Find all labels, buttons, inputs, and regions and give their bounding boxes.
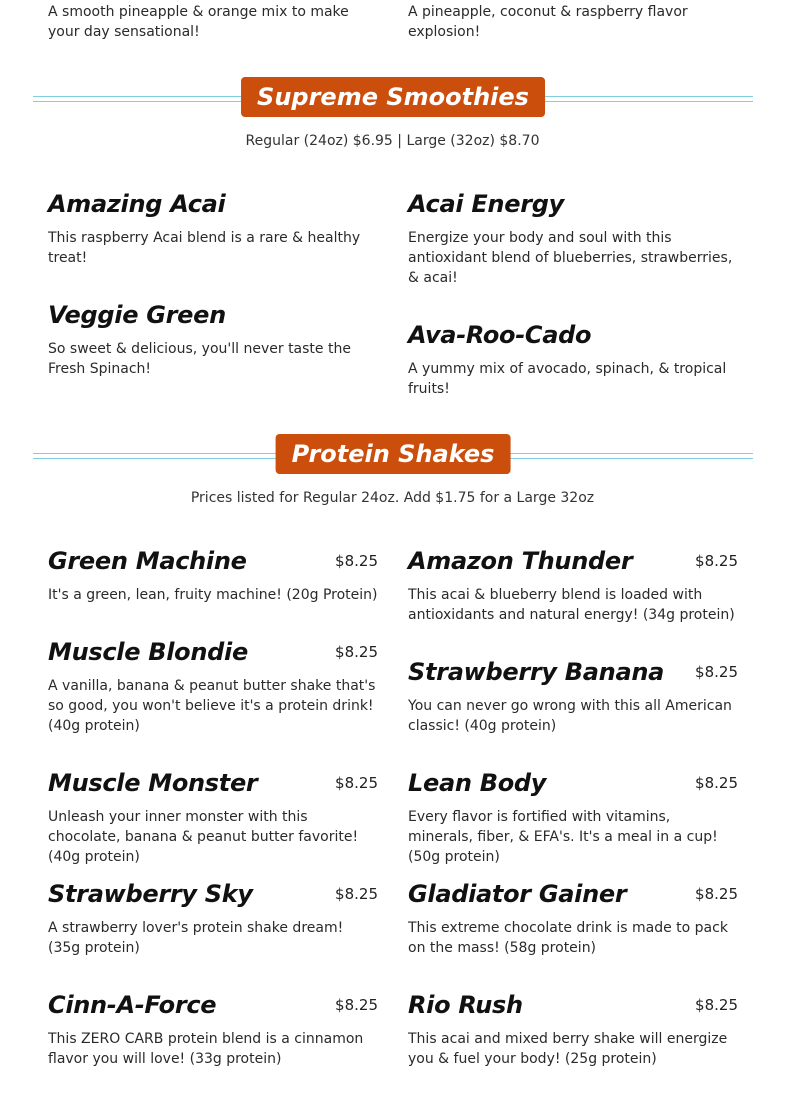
menu-item — [48, 547, 378, 617]
item-description: You can never go wrong with this all American classic! (40g protein) — [408, 698, 732, 734]
item-description: Energize your body and soul with this antioxidant blend of blueberries, strawberries, & acai! — [408, 230, 733, 286]
menu-item — [408, 321, 738, 411]
section-title: Protein Shakes — [276, 434, 511, 474]
item-name: Veggie Green — [48, 301, 226, 329]
item-name: Acai Energy — [408, 190, 564, 218]
item-description: This raspberry Acai blend is a rare & healthy treat! — [48, 230, 361, 266]
menu-item — [408, 658, 738, 748]
item-price: $8.25 — [335, 643, 378, 661]
item-price: $8.25 — [335, 885, 378, 903]
menu-item — [48, 301, 378, 391]
item-price: $8.25 — [335, 552, 378, 570]
item-description: A strawberry lover's protein shake dream! (35g protein) — [48, 920, 344, 956]
item-description: A vanilla, banana & peanut butter shake that's so good, you won't believe it's a protein drink! (40g protein) — [48, 678, 376, 734]
item-description: This acai & blueberry blend is loaded with antioxidants and natural energy! (34g protein) — [408, 587, 735, 623]
item-name: Rio Rush — [408, 991, 523, 1019]
item-price: $8.25 — [695, 885, 738, 903]
menu-item — [408, 190, 738, 290]
item-price: $8.25 — [335, 774, 378, 792]
item-description: Unleash your inner monster with this chocolate, banana & peanut butter favorite! (40g protein) — [48, 809, 359, 865]
item-name: Strawberry Sky — [48, 880, 253, 908]
item-name: Strawberry Banana — [408, 658, 665, 686]
menu-item — [408, 991, 738, 1081]
item-name: Cinn-A-Force — [48, 991, 217, 1019]
item-price: $8.25 — [695, 774, 738, 792]
item-price: $8.25 — [695, 663, 738, 681]
item-name: Muscle Blondie — [48, 638, 248, 666]
menu-item — [48, 2, 378, 46]
item-price: $8.25 — [335, 996, 378, 1014]
menu-item — [48, 638, 378, 738]
item-price: $8.25 — [695, 552, 738, 570]
menu-item — [48, 190, 378, 280]
item-description: This acai and mixed berry shake will energize you & fuel your body! (25g protein) — [408, 1031, 728, 1067]
section-title: Supreme Smoothies — [241, 77, 545, 117]
section-pricing: Regular (24oz) $6.95 | Large (32oz) $8.70 — [245, 133, 540, 149]
item-description: A yummy mix of avocado, spinach, & tropical fruits! — [408, 361, 727, 397]
item-name: Amazing Acai — [48, 190, 226, 218]
item-description: This extreme chocolate drink is made to pack on the mass! (58g protein) — [408, 920, 728, 956]
menu-item — [48, 769, 378, 865]
item-description: This ZERO CARB protein blend is a cinnamon flavor you will love! (33g protein) — [48, 1031, 364, 1067]
item-description: Every flavor is fortified with vitamins, minerals, fiber, & EFA's. It's a meal in a cup! (50g protein) — [408, 809, 718, 865]
section-header-protein-shakes — [33, 434, 753, 476]
item-name: Ava-Roo-Cado — [408, 321, 592, 349]
item-description: A pineapple, coconut & raspberry flavor explosion! — [408, 4, 688, 40]
item-name: Amazon Thunder — [408, 547, 633, 575]
item-description: It's a green, lean, fruity machine! (20g Protein) — [48, 587, 378, 603]
menu-item — [48, 991, 378, 1081]
item-name: Lean Body — [408, 769, 547, 797]
menu-item — [48, 880, 378, 970]
item-name: Gladiator Gainer — [408, 880, 627, 908]
menu-item — [408, 769, 738, 865]
menu-item — [408, 547, 738, 637]
menu-item — [408, 880, 738, 970]
section-header-supreme-smoothies — [33, 77, 753, 119]
menu-item — [408, 2, 738, 46]
item-name: Muscle Monster — [48, 769, 258, 797]
item-price: $8.25 — [695, 996, 738, 1014]
item-description: So sweet & delicious, you'll never taste the Fresh Spinach! — [48, 341, 351, 377]
section-pricing: Prices listed for Regular 24oz. Add $1.75 for a Large 32oz — [190, 490, 595, 506]
item-name: Green Machine — [48, 547, 247, 575]
item-description: A smooth pineapple & orange mix to make your day sensational! — [48, 4, 349, 40]
